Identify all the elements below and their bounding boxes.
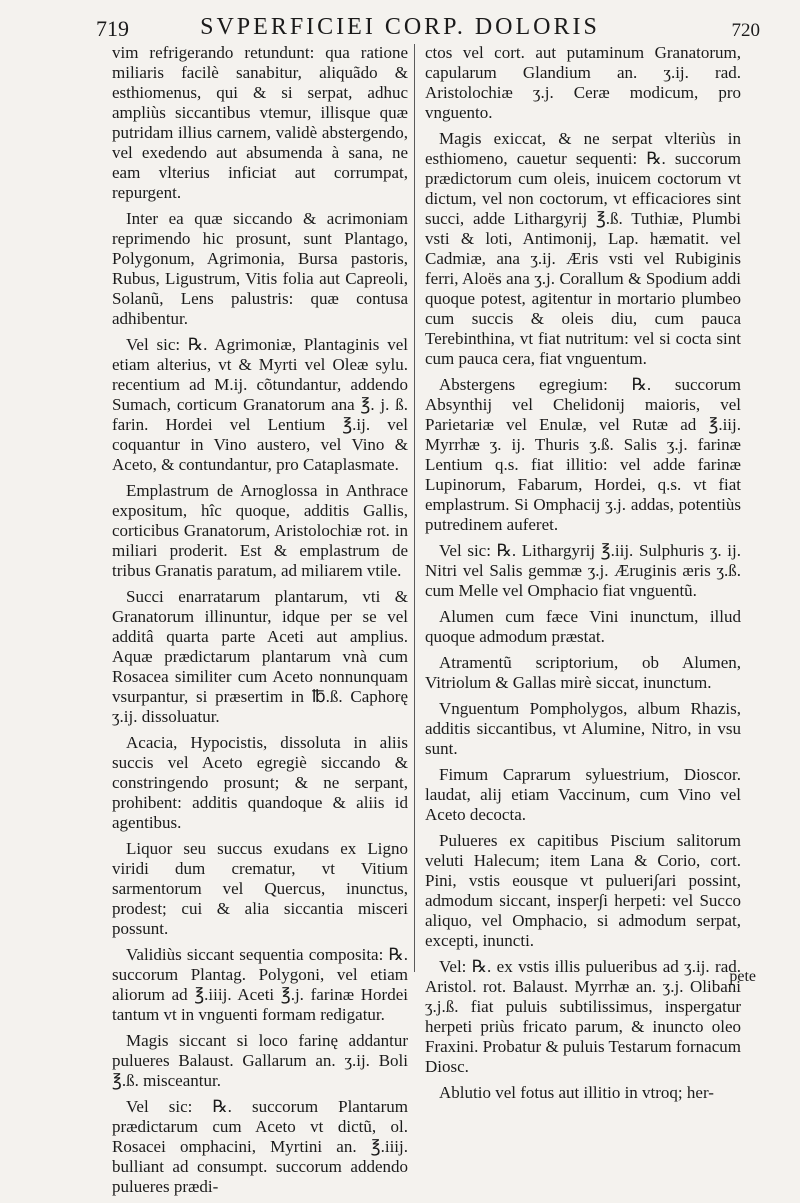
paragraph: Inter ea quæ siccando & acrimoniam reprimendo hic prosunt, sunt Plantago, Polygonum, Agrimonia, Bursa pastoris, Rubus, Ligustrum, Vitis folia aut Capreoli, Solanũ, Lens palustris: quæ contusa adhibentur.	[112, 209, 408, 328]
running-title: SVPERFICIEI CORP. DOLORIS	[200, 14, 600, 40]
paragraph: Validiùs siccant sequentia composita: ℞. succorum Plantag. Polygoni, vel etiam aliorum ad ℥.iiij. Aceti ℥.j. farinæ Hordei tantum vt in vnguenti formam redigatur.	[112, 945, 408, 1024]
paragraph: Emplastrum de Arnoglossa in Anthrace expositum, hîc quoque, additis Gallis, corticibus Granatorum, Aristolochiæ rot. in miliari proderit. Est & emplastrum de tribus Granatis paratum, ad miliarem vtile.	[112, 481, 408, 580]
paragraph: Atramentũ scriptorium, ob Alumen, Vitriolum & Gallas mirè siccat, inunctum.	[425, 653, 741, 692]
right-column	[425, 43, 741, 1109]
paragraph: Magis exiccat, & ne serpat vlteriùs in esthiomeno, cauetur sequenti: ℞. succorum prædictorum cum oleis, inuicem coctorum vt dictum, vel non coctorum, vt efficaciores sint succi, adde Lithargyrij ℥.ß. Tuthiæ, Plumbi vsti & loti, Antimonij, Lap. hæmatit. vel Cadmiæ, ana ʒ.ij. Æris vsti vel Rubiginis ferri, Aloës ana ʒ.j. Corallum & Spodium addi quoque potest, agitentur in mortario plumbeo cum succis & oleis diu, cum pauca Terebinthina, vt fiat nutritum: vel si cocta sint cum pauca cera, fiat vnguentum.	[425, 129, 741, 368]
paragraph: Succi enarratarum plantarum, vti & Granatorum illinuntur, idque per se vel additâ quarta parte Aceti aut amplius. Aquæ prædictarum plantarum vnà cum Rosacea similiter cum Aceto nonnunquam vsurpantur, si præsertim in ℔.ß. Caphorę ʒ.ij. dissoluatur.	[112, 587, 408, 726]
paragraph: Alumen cum fæce Vini inunctum, illud quoque admodum præstat.	[425, 607, 741, 646]
paragraph: Vnguentum Pompholygos, album Rhazis, additis siccantibus, vt Alumine, Nitro, in vsu sunt.	[425, 699, 741, 758]
paragraph: ctos vel cort. aut putaminum Granatorum, capularum Glandium an. ʒ.ij. rad. Aristolochiæ ʒ.j. Ceræ modicum, pro vnguento.	[425, 43, 741, 122]
paragraph: Vel: ℞. ex vstis illis pulueribus ad ʒ.ij. rad. Aristol. rot. Balaust. Myrrhæ an. ʒ.j. Olibani ʒ.j.ß. fiat puluis subtilissimus, inspergatur herpeti priùs fricato parum, & inuncto oleo Fraxini. Probatur & puluis Testarum fornacum Diosc.	[425, 957, 741, 1076]
paragraph: Acacia, Hypocistis, dissoluta in aliis succis vel Aceto egregiè siccando & constringendo prosunt; & ne serpant, prohibent: additis quandoque & aliis id agentibus.	[112, 733, 408, 832]
paragraph: Ablutio vel fotus aut illitio in vtroq; her-	[439, 1083, 714, 1102]
paragraph: Magis siccant si loco farinę addantur pulueres Balaust. Gallarum an. ʒ.ij. Boli ℥.ß. misceantur.	[112, 1031, 408, 1090]
page-header	[0, 4, 800, 42]
paragraph: Fimum Caprarum syluestrium, Dioscor. laudat, alij etiam Vaccinum, cum Vino vel Aceto decocta.	[425, 765, 741, 824]
left-column	[112, 43, 408, 1203]
column-divider	[414, 44, 415, 972]
paragraph: vim refrigerando retundunt: qua ratione miliaris facilè sanabitur, aliquãdo & esthiomenus, qui & si serpat, adhuc ampliùs siccantibus vtemur, illisque quæ putridam illius carnem, validè abstergendo, vel exedendo aut absumenda à sana, ne eam vlterius inficiat aut corrumpat, repurgent.	[112, 43, 408, 202]
paragraph: Vel sic: ℞. Agrimoniæ, Plantaginis vel etiam alterius, vt & Myrti vel Oleæ sylu. recentium ad M.ij. cõtundantur, addendo Sumach, corticum Granatorum ana ℥. j. ß. farin. Hordei vel Lentium ℥.ij. vel coquantur in Vino austero, vel Vino & Aceto, & contundantur, pro Cataplasmate.	[112, 335, 408, 474]
catchword: pete	[729, 968, 756, 985]
paragraph: Liquor seu succus exudans ex Ligno viridi dum crematur, vt Vitium sarmentorum vel Quercus, inunctus, prodest; cui & alia siccantia misceri possunt.	[112, 839, 408, 938]
paragraph: Pulueres ex capitibus Piscium salitorum veluti Halecum; item Lana & Corio, cort. Pini, vstis eousque vt pulueri∫ari possint, admodum siccant, insper∫i herpeti: vel Succo aliquo, vel Omphacio, si admodum serpat, excepti, inuncti.	[425, 831, 741, 950]
paragraph: Vel sic: ℞. succorum Plantarum prædictarum cum Aceto vt dictũ, ol. Rosacei omphacini, Myrtini an. ℥.iiij. bulliant ad consumpt. succorum addendo pulueres prædi-	[112, 1097, 408, 1196]
paragraph: Abstergens egregium: ℞. succorum Absynthij vel Chelidonij maioris, vel Parietariæ vel Enulæ, vel Rutæ ad ℥.iij. Myrrhæ ʒ. ij. Thuris ʒ.ß. Salis ʒ.j. farinæ Lentium q.s. fiat illitio: vel adde farinæ Lupinorum, Fabarum, Hordei, q.s. vt fiat emplastrum. Si Omphacij ʒ.j. addas, potentiùs putredinem auferet.	[425, 375, 741, 534]
paragraph: Vel sic: ℞. Lithargyrij ℥.iij. Sulphuris ʒ. ij. Nitri vel Salis gemmæ ʒ.j. Æruginis æris ʒ.ß. cum Melle vel Omphacio fiat vnguentũ.	[425, 541, 741, 600]
page-number-right: 720	[731, 20, 760, 41]
page-number-left: 719	[96, 16, 129, 41]
